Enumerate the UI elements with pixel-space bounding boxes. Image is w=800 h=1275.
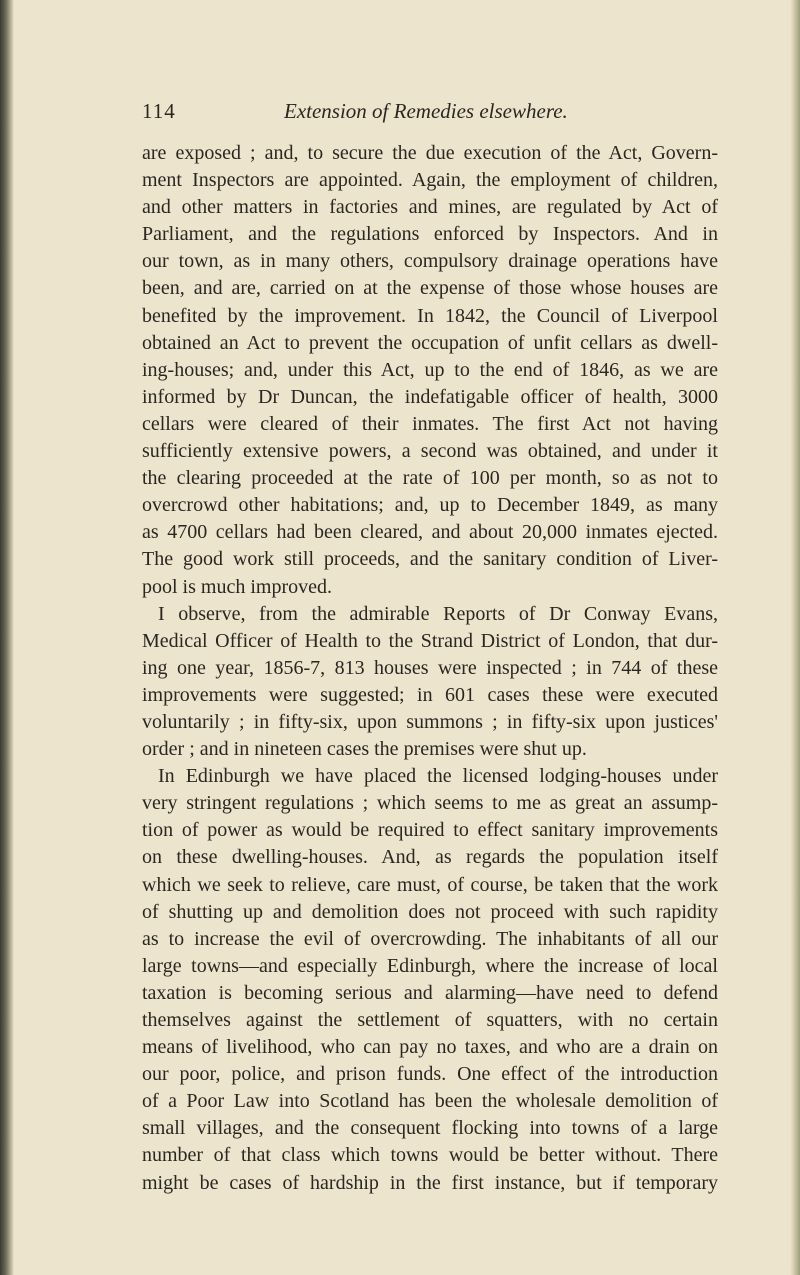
text-line: means of livelihood, who can pay no taxes, and who are a drain on xyxy=(142,1036,718,1059)
text-line: benefited by the improvement. In 1842, the Council of Liverpool xyxy=(142,304,718,327)
text-line: which we seek to relieve, care must, of course, be taken that the work xyxy=(142,873,718,896)
text-line: themselves against the settlement of squatters, with no certain xyxy=(142,1009,718,1031)
text-line: small villages, and the consequent flocking into towns of a large xyxy=(142,1117,718,1140)
text-line: of a Poor Law into Scotland has been the wholesale demolition of xyxy=(142,1090,718,1113)
text-line: and other matters in factories and mines, are regulated by Act of xyxy=(142,196,718,219)
text-line: number of that class which towns would be better without. There xyxy=(142,1144,718,1167)
text-line: on these dwelling-houses. And, as regards the population itself xyxy=(142,846,718,869)
text-line: Medical Officer of Health to the Strand District of London, that dur- xyxy=(142,629,718,652)
text-line: obtained an Act to prevent the occupation of unfit cellars as dwell- xyxy=(142,331,718,354)
text-line: the clearing proceeded at the rate of 100 per month, so as not to xyxy=(142,467,718,490)
text-line: large towns—and especially Edinburgh, where the increase of local xyxy=(142,954,718,977)
text-line: The good work still proceeds, and the sanitary condition of Liver- xyxy=(142,548,718,571)
page-header xyxy=(142,96,718,126)
text-line: cellars were cleared of their inmates. The first Act not having xyxy=(142,412,718,435)
text-line: voluntarily ; in fifty-six, upon summons ; in fifty-six upon justices' xyxy=(142,710,718,733)
text-line: might be cases of hardship in the first instance, but if temporary xyxy=(142,1171,718,1194)
text-line: our town, as in many others, compulsory drainage operations have xyxy=(142,250,718,273)
text-line: ment Inspectors are appointed. Again, the employment of children, xyxy=(142,169,718,192)
page-spine-shadow xyxy=(0,0,14,1275)
running-title: Extension of Remedies elsewhere. xyxy=(284,99,568,123)
text-line: tion of power as would be required to effect sanitary improvements xyxy=(142,819,718,842)
text-line: are exposed ; and, to secure the due execution of the Act, Govern- xyxy=(142,142,718,164)
text-line: improvements were suggested; in 601 cases these were executed xyxy=(142,683,718,706)
text-line: been, and are, carried on at the expense of those whose houses are xyxy=(142,277,718,300)
body-text xyxy=(142,140,718,1197)
text-line: Parliament, and the regulations enforced by Inspectors. And in xyxy=(142,223,718,246)
page-number: 114 xyxy=(142,99,176,123)
text-line: pool is much improved. xyxy=(142,575,332,598)
text-line: informed by Dr Duncan, the indefatigable officer of health, 3000 xyxy=(142,385,718,408)
text-line: In Edinburgh we have placed the licensed lodging-houses under xyxy=(158,765,718,788)
text-line: as to increase the evil of overcrowding. The inhabitants of all our xyxy=(142,927,718,950)
text-line: ing-houses; and, under this Act, up to the end of 1846, as we are xyxy=(142,358,718,381)
text-line: taxation is becoming serious and alarming—have need to defend xyxy=(142,981,718,1004)
text-line: overcrowd other habitations; and, up to December 1849, as many xyxy=(142,494,718,517)
text-line: I observe, from the admirable Reports of Dr Conway Evans, xyxy=(158,602,718,625)
text-line: order ; and in nineteen cases the premises were shut up. xyxy=(142,738,587,761)
text-line: our poor, police, and prison funds. One effect of the introduction xyxy=(142,1063,718,1086)
text-line: very stringent regulations ; which seems to me as great an assump- xyxy=(142,792,718,815)
text-line: sufficiently extensive powers, a second was obtained, and under it xyxy=(142,440,718,463)
page-edge-shadow xyxy=(790,0,800,1275)
text-line: of shutting up and demolition does not proceed with such rapidity xyxy=(142,900,718,923)
text-line: as 4700 cellars had been cleared, and about 20,000 inmates ejected. xyxy=(142,521,718,544)
text-line: ing one year, 1856-7, 813 houses were inspected ; in 744 of these xyxy=(142,656,718,679)
